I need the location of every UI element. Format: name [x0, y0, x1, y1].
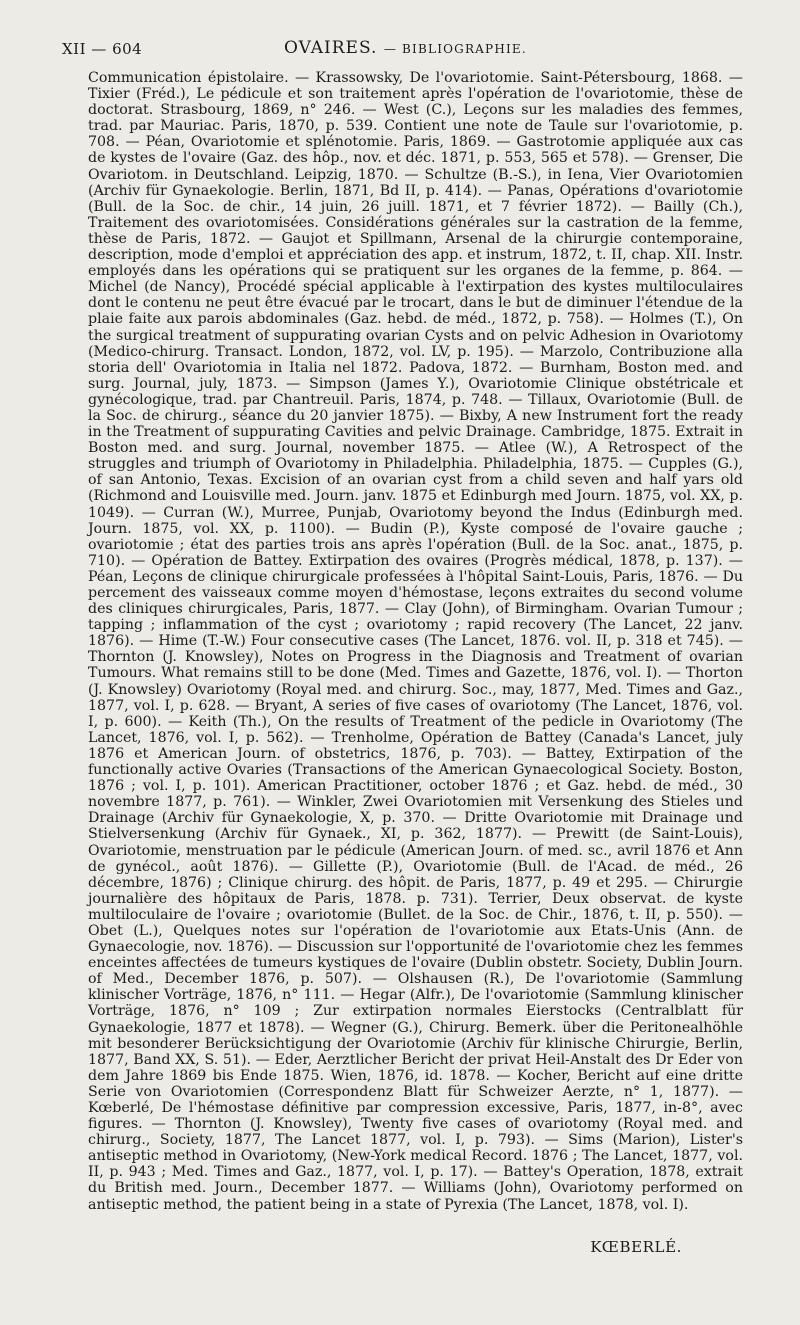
bibliography-text	[88, 70, 743, 1213]
page-number: XII — 604	[62, 40, 143, 58]
running-title	[284, 38, 527, 58]
author-signature: KŒBERLÉ.	[590, 1238, 682, 1256]
running-title-sub: — BIBLIOGRAPHIE.	[383, 42, 527, 56]
running-header	[62, 38, 738, 62]
bibliography-paragraph: Communication épistolaire. — Krassowsky, De l'ovariotomie. Saint-Pétersbourg, 1868. — Tixier (Fréd.), Le pédicule et son traitement après l'opération de l'ovariotomie, thèse de doctorat. Strasbourg, 1869, n° 246. — West (C.), Leçons sur les maladies des femmes, trad. par Mauriac. Paris, 1870, p. 539. Contient une note de Taule sur l'ovariotomie, p. 708. — Péan, Ovariotomie et splénotomie. Paris, 1869. — Gastrotomie appliquée aux cas de kystes de l'ovaire (Gaz. des hôp., nov. et déc. 1871, p. 553, 565 et 578). — Grenser, Die Ovariotom. in Deutschland. Leipzig, 1870. — Schultze (B.-S.), in Iena, Vier Ovariotomien (Archiv für Gynaekologie. Berlin, 1871, Bd II, p. 414). — Panas, Opérations d'ovariotomie (Bull. de la Soc. de chir., 14 juin, 26 juill. 1871, et 7 février 1872). — Bailly (Ch.), Traitement des ovariotomisées. Considérations générales sur la castration de la femme, thèse de Paris, 1872. — Gaujot et Spillmann, Arsenal de la chirurgie contemporaine, description, mode d'emploi et appréciation des app. et instrum, 1872, t. II, chap. XII. Instr. employés dans les opérations qui se pratiquent sur les organes de la femme, p. 864. — Michel (de Nancy), Procédé spécial applicable à l'extirpation des kystes multiloculaires dont le contenu ne peut être évacué par le trocart, dans le but de diminuer l'étendue de la plaie faite aux parois abdominales (Gaz. hebd. de méd., 1872, p. 758). — Holmes (T.), On the surgical treatment of suppurating ovarian Cysts and on pelvic Adhesion in Ovariotomy (Medico-chirurg. Transact. London, 1872, vol. LV, p. 195). — Marzolo, Contribuzione alla storia dell' Ovariotomia in Italia nel 1872. Padova, 1872. — Burnham, Boston med. and surg. Journal, july, 1873. — Simpson (James Y.), Ovariotomie Clinique obstétricale et gynécologique, trad. par Chantreuil. Paris, 1874, p. 748. — Tillaux, Ovariotomie (Bull. de la Soc. de chirurg., séance du 20 janvier 1875). — Bixby, A new Instrument fort the ready in the Treatment of suppurating Cavities and pelvic Drainage. Cambridge, 1875. Extrait in Boston med. and surg. Journal, november 1875. — Atlee (W.), A Retrospect of the struggles and triumph of Ovariotomy in Philadelphia. Philadelphia, 1875. — Cupples (G.), of san Antonio, Texas. Excision of an ovarian cyst from a child seven and half yars old (Richmond and Louisville med. Journ. janv. 1875 et Edinburgh med Journ. 1875, vol. XX, p. 1049). — Curran (W.), Murree, Punjab, Ovariotomy beyond the Indus (Edinburgh med. Journ. 1875, vol. XX, p. 1100). — Budin (P.), Kyste composé de l'ovaire gauche ; ovariotomie ; état des parties trois ans après l'opération (Bull. de la Soc. anat., 1875, p. 710). — Opération de Battey. Extirpation des ovaires (Progrès médical, 1878, p. 137). — Péan, Leçons de clinique chirurgicale professées à l'hôpital Saint-Louis, Paris, 1876. — Du percement des vaisseaux comme moyen d'hémostase, leçons extraites du second volume des cliniques chirurgicales, Paris, 1877. — Clay (John), of Birmingham. Ovarian Tumour ; tapping ; inflammation of the cyst ; ovariotomy ; rapid recovery (The Lancet, 22 janv. 1876). — Hime (T.-W.) Four consecutive cases (The Lancet, 1876. vol. II, p. 318 et 745). — Thornton (J. Knowsley), Notes on Progress in the Diagnosis and Treatment of ovarian Tumours. What remains still to be done (Med. Times and Gazette, 1876, vol. I). — Thorton (J. Knowsley) Ovariotomy (Royal med. and chirurg. Soc., may, 1877, Med. Times and Gaz., 1877, vol. I, p. 628. — Bryant, A series of five cases of ovariotomy (The Lancet, 1876, vol. I, p. 600). — Keith (Th.), On the results of Treatment of the pedicle in Ovariotomy (The Lancet, 1876, vol. I, p. 562). — Trenholme, Opération de Battey (Canada's Lancet, july 1876 et American Journ. of obstetrics, 1876, p. 703). — Battey, Extirpation of the functionally active Ovaries (Transactions of the American Gynaecological Society. Boston, 1876 ; vol. I, p. 101). American Practitioner, october 1876 ; et Gaz. hebd. de méd., 30 novembre 1877, p. 761). — Winkler, Zwei Ovariotomien mit Versenkung des Stieles und Drainage (Archiv für Gynaekologie, X, p. 370. — Dritte Ovariotomie mit Drainage und Stielversenkung (Archiv für Gynaek., XI, p. 362, 1877). — Prewitt (de Saint-Louis), Ovariotomie, menstruation par le pédicule (American Journ. of med. sc., avril 1876 et Ann de gynécol., août 1876). — Gillette (P.), Ovariotomie (Bull. de l'Acad. de méd., 26 décembre, 1876) ; Clinique chirurg. des hôpit. de Paris, 1877, p. 49 et 295. — Chirurgie journalière des hôpitaux de Paris, 1878. p. 731). Terrier, Deux observat. de kyste multiloculaire de l'ovaire ; ovariotomie (Bullet. de la Soc. de Chir., 1876, t. II, p. 550). — Obet (L.), Quelques notes sur l'opération de l'ovariotomie aux Etats-Unis (Ann. de Gynaecologie, nov. 1876). — Discussion sur l'opportunité de l'ovariotomie chez les femmes enceintes affectées de tumeurs kystiques de l'ovaire (Dublin obstetr. Society, Dublin Journ. of Med., December 1876, p. 507). — Olshausen (R.), De l'ovariotomie (Sammlung klinischer Vorträge, 1876, n° 111. — Hegar (Alfr.), De l'ovariotomie (Sammlung klinischer Vorträge, 1876, n° 109 ; Zur extirpation normales Eierstocks (Centralblatt für Gynaekologie, 1877 et 1878). — Wegner (G.), Chirurg. Bemerk. über die Peritonealhöhle mit besonderer Berücksichtigung der Ovariotomie (Archiv für klinische Chirurgie, Berlin, 1877, Band XX, S. 51). — Eder, Aerztlicher Bericht der privat Heil-Anstalt des Dr Eder von dem Jahre 1869 bis Ende 1875. Wien, 1876, id. 1878. — Kocher, Bericht auf eine dritte Serie von Ovariotomien (Correspondenz Blatt für Schweizer Aerzte, n° 1, 1877). — Kœberlé, De l'hémostase définitive par compression excessive, Paris, 1877, in-8°, avec figures. — Thornton (J. Knowsley), Twenty five cases of ovariotomy (Royal med. and chirurg., Society, 1877, The Lancet 1877, vol. I, p. 793). — Sims (Marion), Lister's antiseptic method in Ovariotomy, (New-York medical Record. 1876 ; The Lancet, 1877, vol. II, p. 943 ; Med. Times and Gaz., 1877, vol. I, p. 17). — Battey's Operation, 1878, extrait du British med. Journ., December 1877. — Williams (John), Ovariotomy performed on antiseptic method, the patient being in a state of Pyrexia (The Lancet, 1878, vol. I).	[88, 70, 743, 1213]
running-title-main: OVAIRES.	[284, 38, 378, 58]
